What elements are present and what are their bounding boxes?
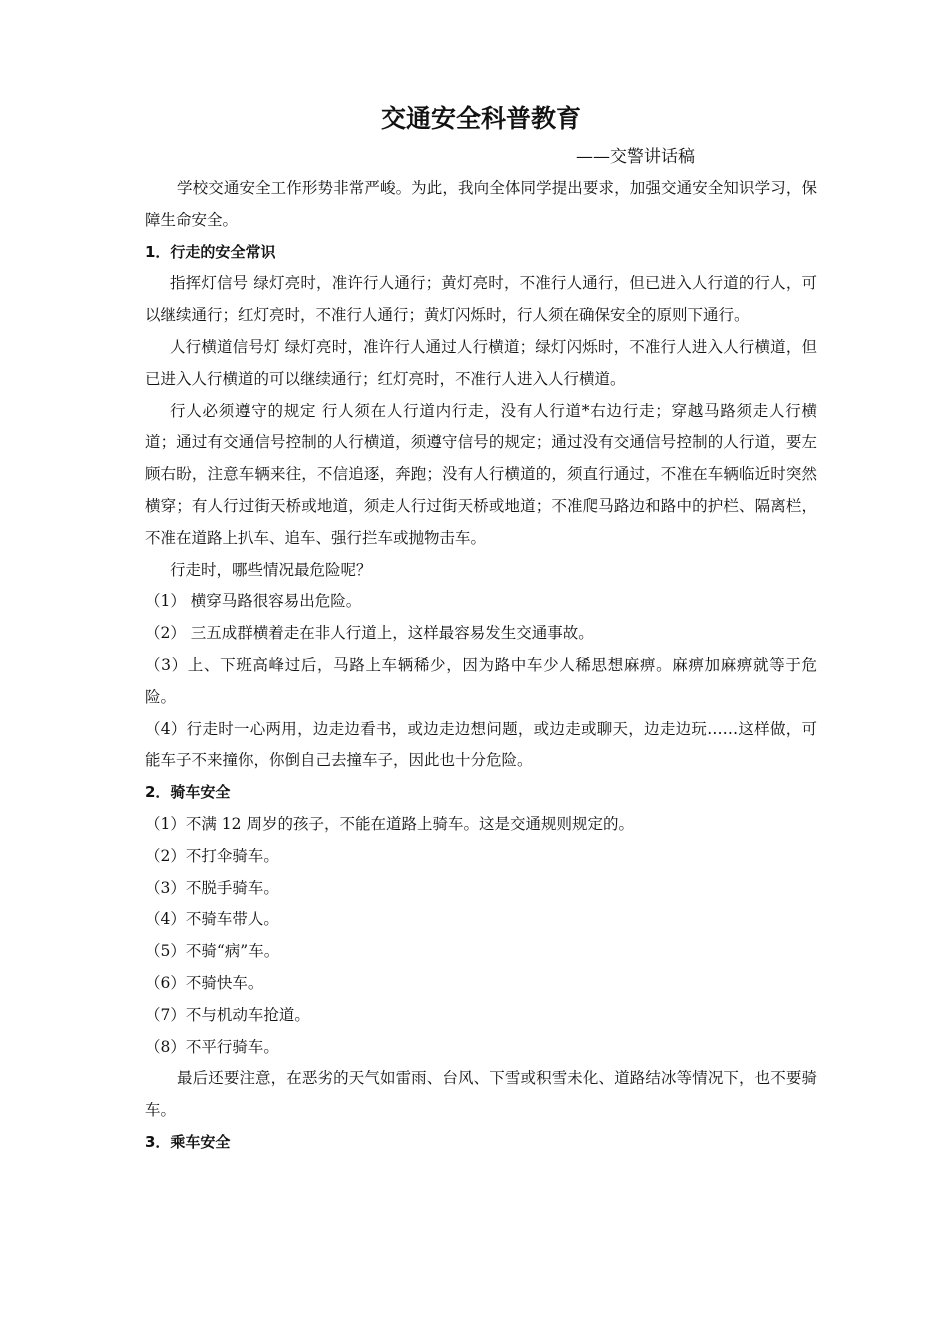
section-heading-riding: 3．乘车安全 — [145, 1132, 231, 1151]
section-heading-walking: 1．行走的安全常识 — [145, 242, 276, 261]
list-item: （6）不骑快车。 — [145, 973, 264, 992]
paragraph-traffic-light-signal: 指挥灯信号 绿灯亮时，准许行人通行；黄灯亮时，不准行人通行，但已进入人行道的行人，可以继续通行；红灯亮时，不准行人通行；黄灯闪烁时，行人须在确保安全的原则下通行。 — [145, 274, 817, 325]
document-body — [145, 100, 817, 1159]
list-item: （4）不骑车带人。 — [145, 910, 279, 929]
list-item: （5）不骑“病”车。 — [145, 942, 280, 961]
section-heading-cycling: 2．骑车安全 — [145, 783, 231, 802]
list-item: （8）不平行骑车。 — [145, 1037, 279, 1056]
list-item: （2） 三五成群横着走在非人行道上，这样最容易发生交通事故。 — [145, 624, 594, 643]
paragraph-danger-question: 行走时，哪些情况最危险呢？ — [170, 560, 372, 579]
list-item: （2）不打伞骑车。 — [145, 846, 279, 865]
paragraph-crosswalk-signal: 人行横道信号灯 绿灯亮时，准许行人通过人行横道；绿灯闪烁时，不准行人进入人行横道，但已进入人行横道的可以继续通行；红灯亮时，不准行人进入人行横道。 — [145, 337, 817, 388]
document-title: 交通安全科普教育 — [380, 104, 581, 133]
list-item: （3）上、下班高峰过后，马路上车辆稀少，因为路中车少人稀思想麻痹。麻痹加麻痹就等于危险。 — [145, 655, 817, 706]
document-subtitle: ——交警讲话稿 — [576, 147, 695, 167]
intro-paragraph: 学校交通安全工作形势非常严峻。为此，我向全体同学提出要求，加强交通安全知识学习，保障生命安全。 — [145, 179, 817, 229]
list-item: （4）行走时一心两用，边走边看书，或边走边想问题，或边走或聊天，边走边玩……这样做，可能车子不来撞你，你倒自己去撞车子，因此也十分危险。 — [145, 719, 817, 770]
paragraph-pedestrian-rules: 行人必须遵守的规定 行人须在人行道内行走，没有人行道*右边行走；穿越马路须走人行横道；通过有交通信号控制的人行横道，须遵守信号的规定；通过没有交通信号控制的人行道，要左顾右盼，注意车辆来往，不信追逐，奔跑；没有人行横道的，须直行通过，不准在车辆临近时突然横穿；有人行过街天桥或地道，须走人行过街天桥或地道；不准爬马路边和路中的护栏、隔离栏，不准在道路上扒车、追车、强行拦车或抛物击车。 — [145, 401, 817, 547]
list-item: （1）不满 12 周岁的孩子，不能在道路上骑车。这是交通规则规定的。 — [145, 814, 634, 833]
paragraph-cycling-closing: 最后还要注意，在恶劣的天气如雷雨、台风、下雪或积雪未化、道路结冰等情况下，也不要骑车。 — [145, 1069, 817, 1120]
list-item: （3）不脱手骑车。 — [145, 878, 279, 897]
list-item: （1） 横穿马路很容易出危险。 — [145, 592, 362, 611]
list-item: （7）不与机动车抢道。 — [145, 1005, 310, 1024]
